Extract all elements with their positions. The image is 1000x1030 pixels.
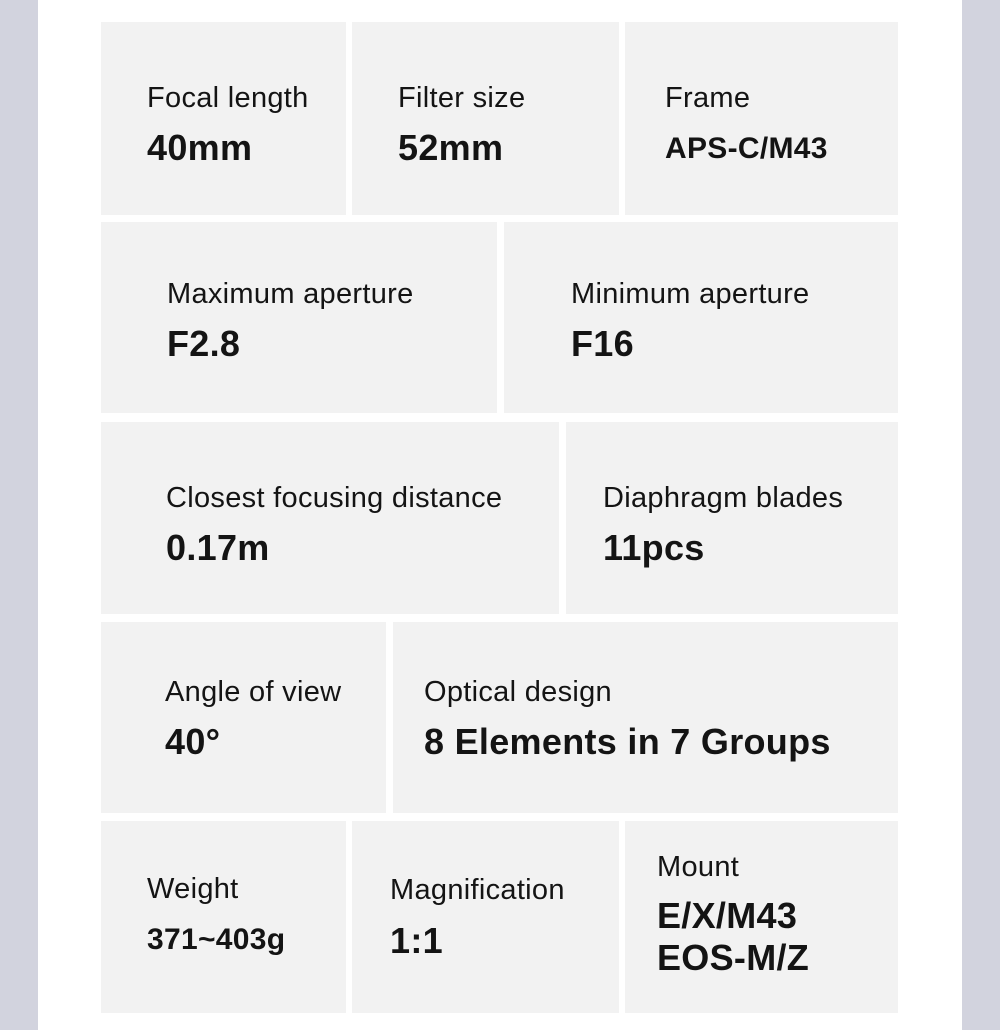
spec-label: Focal length: [147, 82, 309, 114]
spec-cell-optical-design: [393, 622, 898, 813]
spec-label: Diaphragm blades: [603, 482, 844, 514]
spec-value: F2.8: [167, 323, 241, 364]
spec-cell-frame: [625, 22, 898, 215]
spec-cell-min-aperture: [504, 222, 898, 413]
spec-label: Weight: [147, 873, 239, 905]
spec-value: APS-C/M43: [665, 132, 828, 165]
spec-value: 0.17m: [166, 527, 270, 568]
spec-label: Maximum aperture: [167, 278, 414, 310]
spec-cell-filter-size: [352, 22, 619, 215]
spec-label: Frame: [665, 82, 751, 114]
spec-cell-mount: [625, 821, 898, 1013]
spec-label: Angle of view: [165, 676, 342, 708]
spec-value: E/X/M43 EOS-M/Z: [657, 895, 810, 978]
spec-label: Minimum aperture: [571, 278, 810, 310]
spec-value: 52mm: [398, 127, 504, 168]
spec-label: Closest focusing distance: [166, 482, 503, 514]
spec-cell-closest-focus: [101, 422, 559, 614]
spec-value: F16: [571, 323, 634, 364]
spec-cell-focal-length: [101, 22, 346, 215]
spec-value: 40°: [165, 721, 221, 762]
spec-cell-max-aperture: [101, 222, 497, 413]
spec-value: 40mm: [147, 127, 253, 168]
spec-cell-diaphragm: [566, 422, 898, 614]
spec-label: Filter size: [398, 82, 526, 114]
spec-label: Magnification: [390, 874, 565, 906]
spec-cell-weight: [101, 821, 346, 1013]
spec-value: 371~403g: [147, 923, 286, 956]
spec-value: 1:1: [390, 920, 443, 961]
spec-value: 11pcs: [603, 527, 705, 568]
spec-label: Optical design: [424, 676, 612, 708]
spec-cell-angle-of-view: [101, 622, 386, 813]
spec-label: Mount: [657, 851, 740, 883]
spec-value: 8 Elements in 7 Groups: [424, 721, 831, 762]
spec-cell-magnification: [352, 821, 619, 1013]
